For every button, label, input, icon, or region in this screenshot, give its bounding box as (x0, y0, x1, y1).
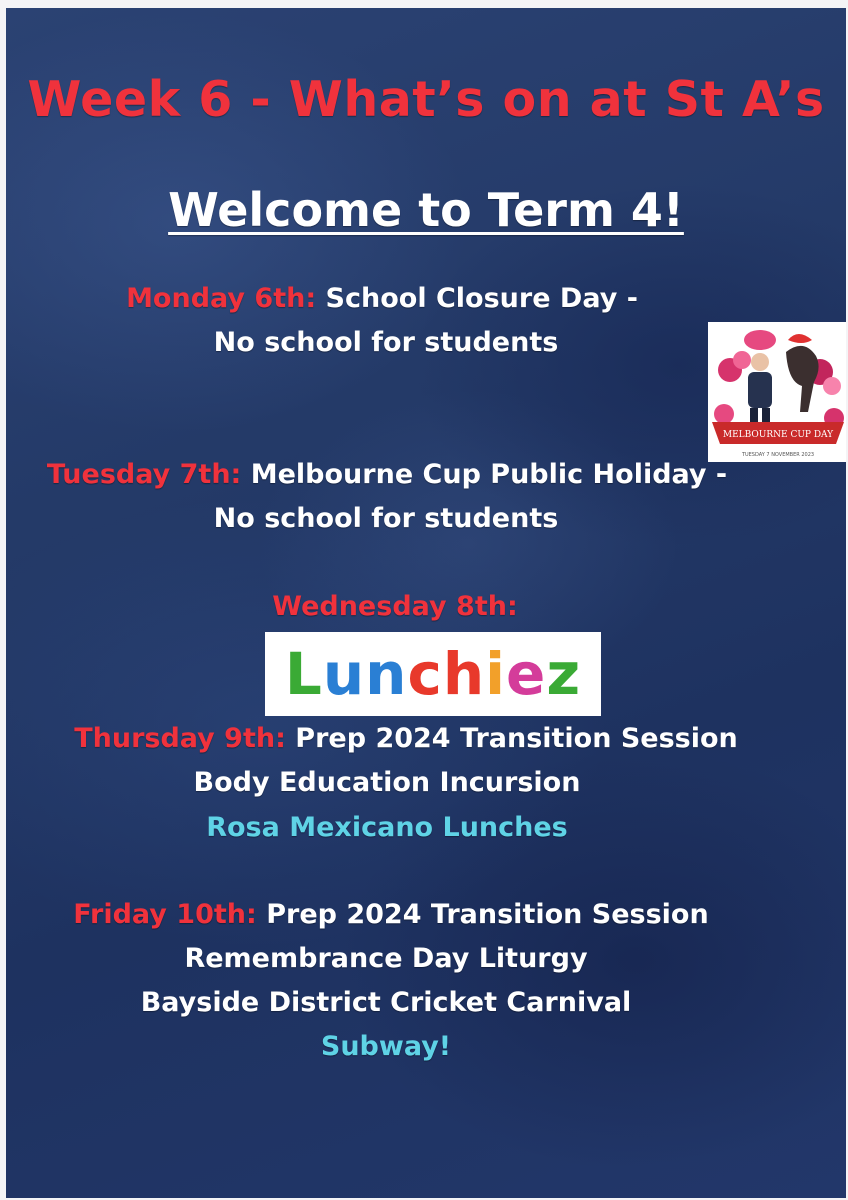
monday-day: Monday 6th: (126, 283, 317, 314)
monday-line-1 (6, 282, 802, 316)
friday-event-4: Subway! (320, 1031, 452, 1062)
cup-sub-text: TUESDAY 7 NOVEMBER 2023 (741, 452, 815, 458)
cup-banner-text: MELBOURNE CUP DAY (722, 430, 834, 440)
friday-line-1 (6, 898, 811, 932)
subtitle-text: Welcome to Term 4! (168, 183, 684, 237)
tuesday-line-1 (6, 458, 807, 492)
lunchiez-letter: n (365, 640, 408, 708)
lunchiez-letter: i (485, 640, 507, 708)
friday-event-2: Remembrance Day Liturgy (184, 943, 588, 974)
tuesday-day: Tuesday 7th: (46, 459, 242, 490)
wednesday-day: Wednesday 8th: (272, 591, 518, 622)
tuesday-event-1: Melbourne Cup Public Holiday - (250, 459, 728, 490)
lunchiez-logo-text (285, 640, 581, 708)
page-title: Week 6 - What’s on at St A’s (27, 71, 825, 128)
lunchiez-letter: h (442, 640, 486, 708)
page-subtitle (6, 182, 846, 238)
thursday-event-3: Rosa Mexicano Lunches (206, 812, 568, 843)
melbourne-cup-illustration (708, 322, 846, 462)
lunchiez-letter: c (407, 640, 443, 708)
friday-event-1: Prep 2024 Transition Session (266, 899, 709, 930)
monday-event-2: No school for students (213, 327, 559, 358)
friday-event-3: Bayside District Cricket Carnival (140, 987, 632, 1018)
lunchiez-letter: e (506, 640, 547, 708)
tuesday-event-2: No school for students (213, 503, 559, 534)
poster (6, 8, 846, 1198)
lunchiez-letter: z (546, 640, 582, 708)
monday-event-1: School Closure Day - (325, 283, 638, 314)
thursday-event-2: Body Education Incursion (193, 767, 581, 798)
lunchiez-letter: u (322, 640, 366, 708)
thursday-event-1: Prep 2024 Transition Session (295, 723, 738, 754)
thursday-line-1 (6, 722, 826, 756)
lunchiez-letter: L (284, 640, 323, 708)
melbourne-cup-image (708, 322, 846, 462)
friday-day: Friday 10th: (73, 899, 257, 930)
thursday-day: Thursday 9th: (74, 723, 286, 754)
lunchiez-logo (265, 632, 601, 716)
